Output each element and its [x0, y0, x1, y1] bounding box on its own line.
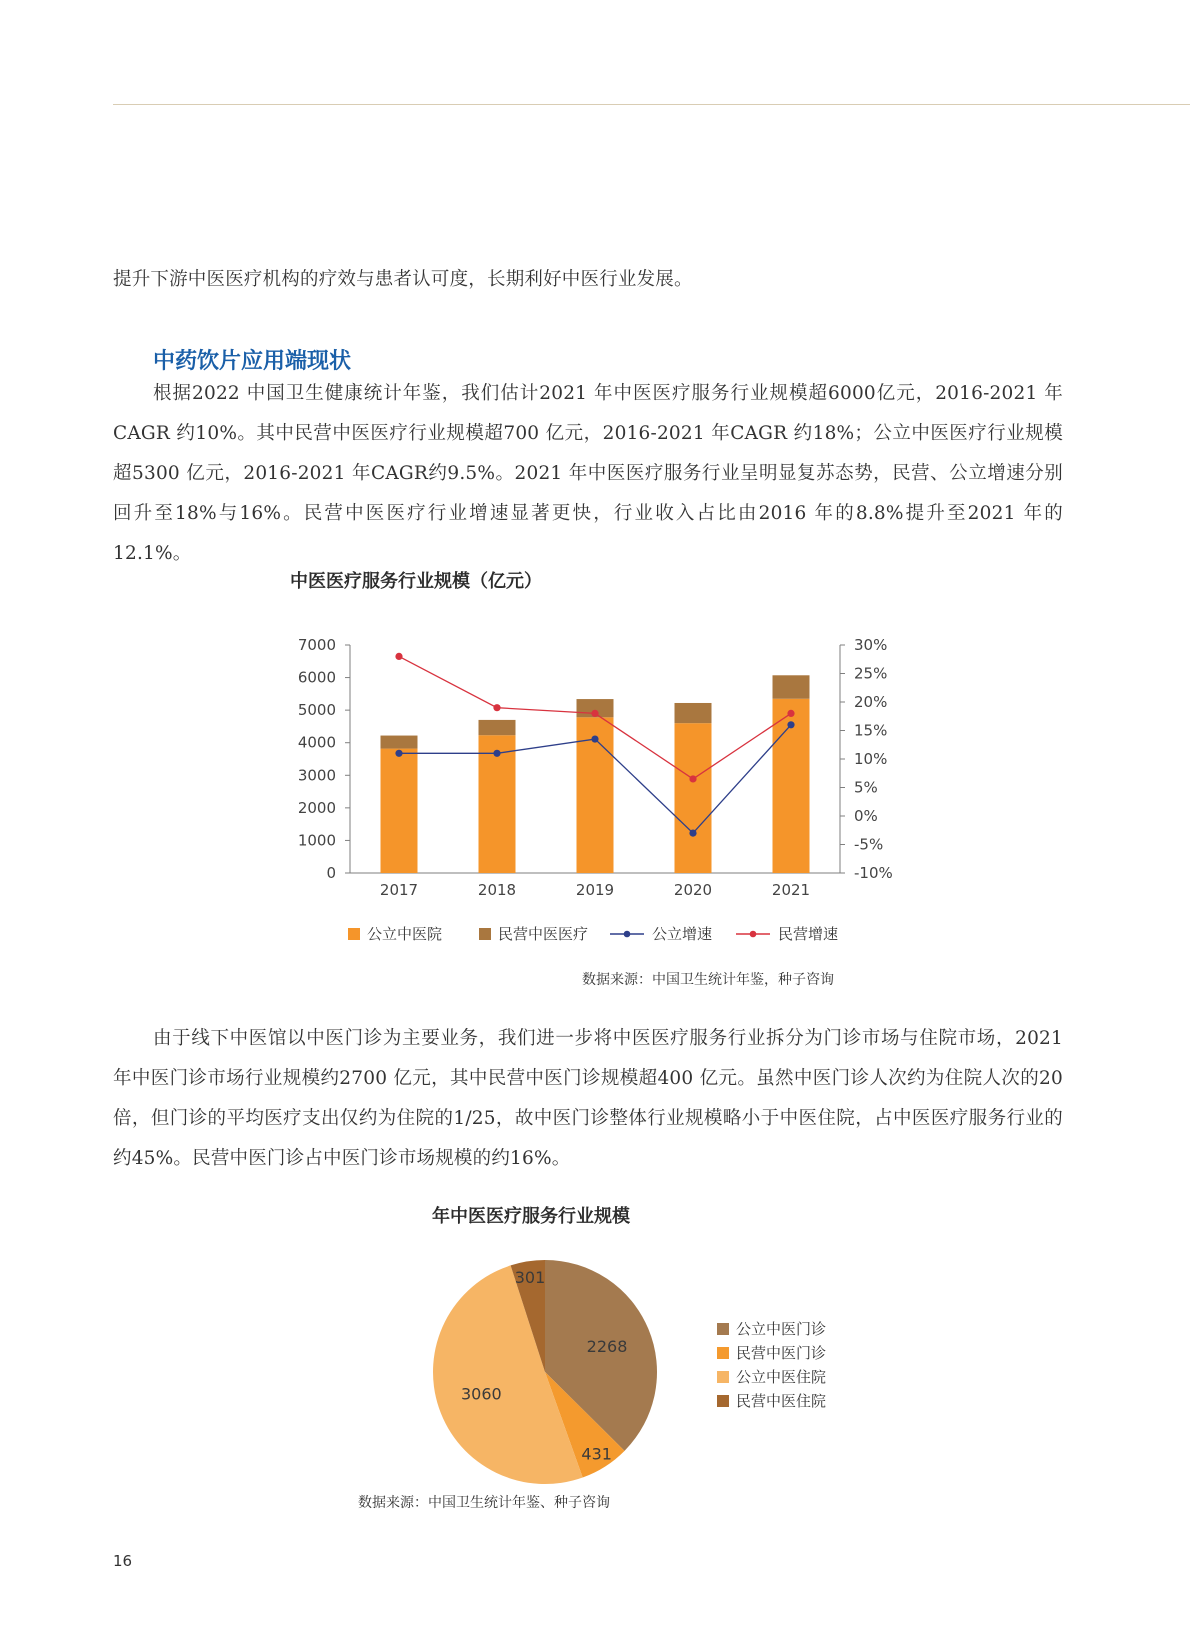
legend-marker-民营增速	[750, 931, 757, 938]
pie-data-label: 301	[514, 1267, 546, 1287]
point-民营增速-2020	[689, 775, 696, 782]
point-公立增速-2020	[689, 830, 696, 837]
pie-legend-label-公立中医门诊: 公立中医门诊	[736, 1320, 827, 1338]
left-tick-label: 0	[326, 864, 336, 882]
left-tick-label: 1000	[297, 831, 336, 850]
pie-chart-source: 数据来源：中国卫生统计年鉴、种子咨询	[358, 1495, 610, 1511]
right-tick-label: 25%	[854, 664, 888, 683]
bar-公立中医院-2020	[675, 723, 712, 873]
bar-民营中医医疗-2018	[479, 720, 516, 735]
pie-legend-label-公立中医住院: 公立中医住院	[736, 1368, 827, 1386]
right-tick-label: 20%	[854, 693, 888, 711]
x-tick-label: 2021	[771, 881, 811, 899]
pie-data-label: 2268	[586, 1337, 628, 1357]
point-公立增速-2017	[395, 750, 402, 757]
legend-label-民营增速: 民营增速	[778, 925, 839, 943]
pie-legend-swatch-公立中医门诊	[717, 1323, 729, 1335]
legend-label-公立中医院: 公立中医院	[367, 925, 443, 943]
point-民营增速-2019	[591, 710, 598, 717]
pie-legend-swatch-公立中医住院	[717, 1371, 729, 1383]
section-title: 中药饮片应用端现状	[153, 349, 352, 374]
point-民营增速-2017	[395, 653, 402, 660]
left-tick-label: 2000	[297, 798, 336, 817]
legend-swatch-民营中医医疗	[479, 928, 491, 940]
bar-民营中医医疗-2020	[675, 703, 712, 723]
left-tick-label: 5000	[297, 701, 336, 720]
pie-chart-title: 年中医医疗服务行业规模	[432, 1206, 630, 1227]
x-tick-label: 2019	[575, 881, 615, 899]
point-公立增速-2018	[493, 750, 500, 757]
left-tick-label: 6000	[297, 668, 336, 687]
legend-label-公立增速: 公立增速	[652, 925, 713, 943]
pie-data-label: 3060	[461, 1384, 502, 1404]
bar-公立中医院-2017	[381, 749, 418, 873]
right-tick-label: -5%	[854, 835, 884, 854]
right-tick-label: 30%	[854, 636, 888, 654]
bar-chart-title: 中医医疗服务行业规模（亿元）	[290, 571, 542, 592]
x-tick-label: 2018	[477, 881, 517, 899]
point-民营增速-2018	[493, 704, 500, 711]
pie-legend-label-民营中医住院: 民营中医住院	[736, 1392, 827, 1410]
pie-data-label: 431	[581, 1444, 612, 1464]
page-number: 16	[113, 1552, 133, 1570]
legend-swatch-公立中医院	[348, 928, 360, 940]
legend-marker-公立增速	[624, 931, 631, 938]
left-tick-label: 3000	[297, 766, 336, 785]
point-公立增速-2019	[591, 735, 598, 742]
x-tick-label: 2017	[379, 881, 419, 899]
pie-legend-swatch-民营中医门诊	[717, 1347, 729, 1359]
right-tick-label: 5%	[854, 778, 878, 797]
right-tick-label: 15%	[854, 721, 888, 740]
point-公立增速-2021	[787, 721, 794, 728]
paragraph-outpatient: 由于线下中医馆以中医门诊为主要业务，我们进一步将中医医疗服务行业拆分为门诊市场与住院市场，2021 年中医门诊市场行业规模约2700 亿元，其中民营中医门诊规模超400 亿元。虽然中医门诊人次约为住院人次的20 倍，但门诊的平均医疗支出仅约为住院的1/25，故中医门诊整体行业规模略小于中医住院，占中医医疗服务行业的约45%。民营中医门诊占中医门诊市场规模的约16%。	[113, 1028, 1063, 1169]
pie-chart	[0, 1250, 1190, 1490]
left-tick-label: 4000	[297, 733, 336, 752]
pie-legend-label-民营中医门诊: 民营中医门诊	[736, 1344, 827, 1362]
intro-paragraph: 提升下游中医医疗机构的疗效与患者认可度，长期利好中医行业发展。	[113, 269, 693, 290]
bar-chart-source: 数据来源：中国卫生统计年鉴，种子咨询	[582, 972, 834, 988]
x-tick-label: 2020	[673, 881, 713, 899]
paragraph-market-size: 根据2022 中国卫生健康统计年鉴，我们估计2021 年中医医疗服务行业规模超6000亿元，2016-2021 年CAGR 约10%。其中民营中医医疗行业规模超700 亿元，2016-2021 年CAGR 约18%；公立中医医疗行业规模超5300 亿元，2016-2021 年CAGR约9.5%。2021 年中医医疗服务行业呈明显复苏态势，民营、公立增速分别回升至18%与16%。民营中医医疗行业增速显著更快，行业收入占比由2016 年的8.8%提升至2021 年的12.1%。	[113, 383, 1063, 564]
right-tick-label: -10%	[854, 864, 893, 882]
right-tick-label: 10%	[854, 750, 888, 768]
legend-label-民营中医医疗: 民营中医医疗	[498, 925, 589, 943]
pie-legend-swatch-民营中医住院	[717, 1395, 729, 1407]
bar-民营中医医疗-2017	[381, 736, 418, 749]
bar-民营中医医疗-2021	[773, 675, 810, 698]
right-tick-label: 0%	[854, 807, 878, 825]
left-tick-label: 7000	[297, 636, 336, 654]
point-民营增速-2021	[787, 710, 794, 717]
